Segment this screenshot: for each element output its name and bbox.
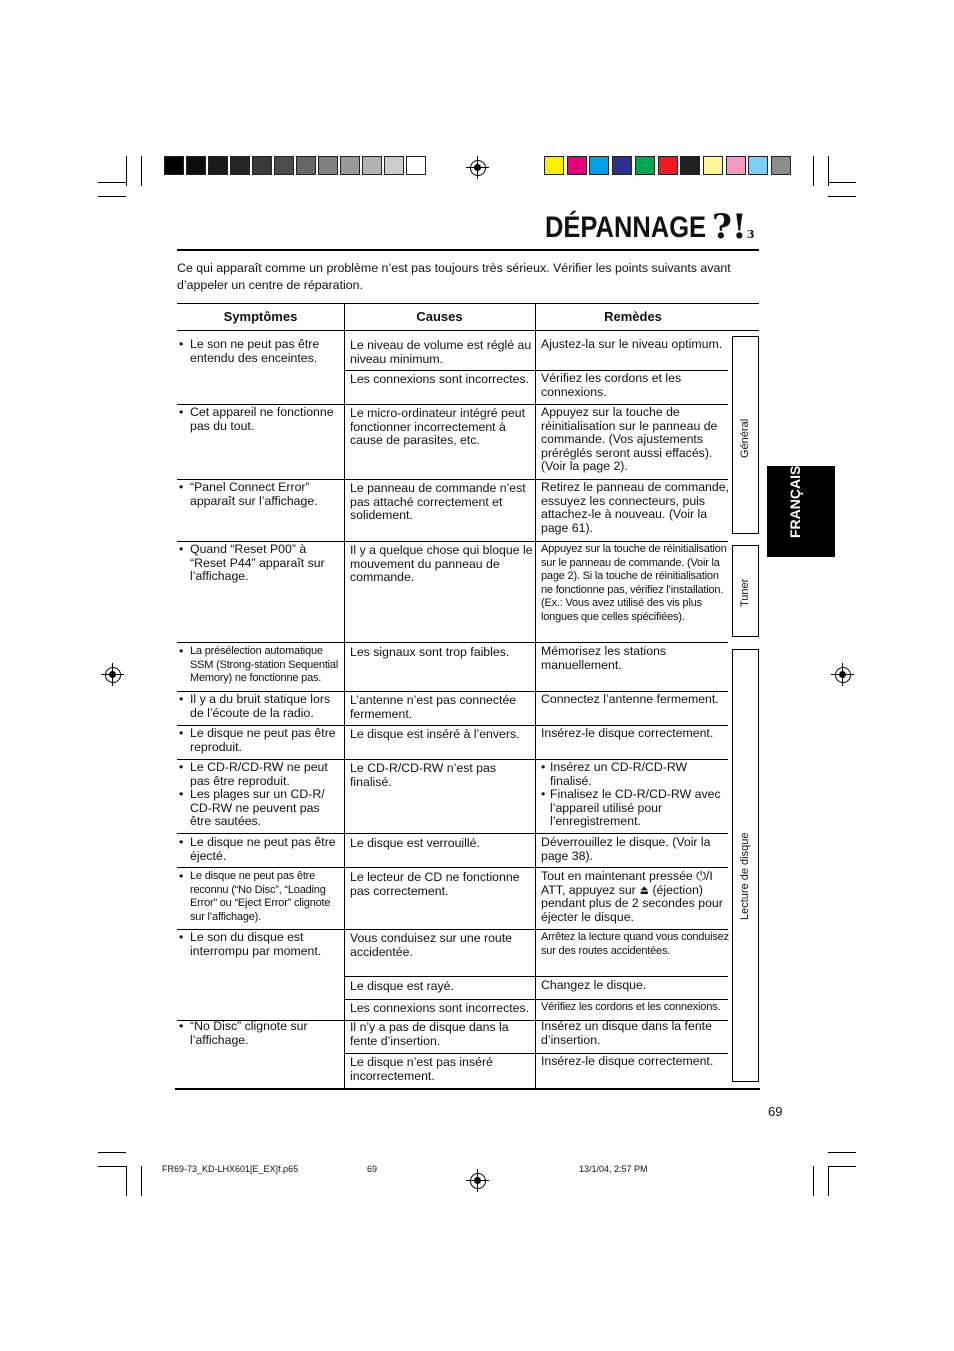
remedy-text: Tout en maintenant pressée ⏻/I ATT, appuyez sur ⏏ (éjection) pendant plus de 2 secondes pour éjecter le disque.	[541, 869, 723, 924]
registration-mark-icon	[835, 667, 851, 683]
crop-mark	[828, 1166, 829, 1196]
remedy-text: Retirez le panneau de commande, essuyez les connecteurs, puis attachez-le à nouveau. (Voir la page 61).	[541, 480, 729, 535]
col-divider	[535, 303, 536, 1089]
bullet-icon: •	[179, 726, 184, 740]
color-swatch	[589, 156, 609, 175]
symptom-text: Cet appareil ne fonctionne pas du tout.	[190, 405, 334, 433]
bullet-icon: •	[179, 930, 184, 944]
page-number: 69	[768, 1104, 783, 1119]
bullet-icon: •	[179, 337, 184, 351]
remedy-text: Arrêtez la lecture quand vous conduisez sur des routes accidentées.	[541, 931, 729, 957]
cause-text: Vous conduisez sur une route accidentée.	[350, 931, 513, 959]
registration-mark-icon	[105, 667, 121, 683]
bullet-icon: •	[179, 869, 184, 883]
remedy-text: Ajustez-la sur le niveau optimum.	[541, 337, 723, 351]
crop-mark	[126, 156, 127, 186]
gray-swatch	[362, 156, 382, 175]
symptom-text: Les plages sur un CD-R/ CD-RW ne peuvent pas être sautées.	[190, 787, 325, 829]
symptom-text: Il y a du bruit statique lors de l’écoute de la radio.	[190, 692, 331, 720]
gray-swatch	[318, 156, 338, 175]
color-swatch	[658, 156, 678, 175]
cause-text: Il y a quelque chose qui bloque le mouvement du panneau de commande.	[350, 543, 533, 585]
symptom-text: Le son ne peut pas être entendu des enceintes.	[190, 337, 320, 365]
crop-mark	[813, 1166, 814, 1196]
remedy-text: Insérez un CD-R/CD-RW finalisé.	[550, 760, 688, 788]
row-divider	[344, 999, 728, 1000]
cause-text: Le niveau de volume est réglé au niveau minimum.	[350, 338, 532, 366]
crop-mark	[828, 1166, 856, 1167]
symptom-text: Le disque ne peut pas être éjecté.	[190, 835, 336, 863]
cause-text: Les connexions sont incorrectes.	[350, 372, 530, 386]
row-divider	[177, 833, 728, 834]
crop-mark	[828, 156, 829, 186]
bullet-icon: •	[179, 1019, 184, 1033]
crop-mark	[98, 1166, 126, 1167]
section-label-disc: Lecture de disque	[739, 832, 751, 920]
remedy-text: Insérez un disque dans la fente d’insertion.	[541, 1019, 712, 1047]
color-swatch	[680, 156, 700, 175]
bullet-icon: •	[179, 760, 184, 774]
crop-mark	[828, 196, 856, 197]
registration-mark-icon	[470, 1173, 486, 1189]
crop-mark	[828, 182, 856, 183]
remedy-text: Appuyez sur la touche de réinitialisation sur le panneau de commande. (Vos ajustements préréglés seront aussi effacés). (Voir la page 2).	[541, 405, 718, 474]
cause-text: Le disque est rayé.	[350, 979, 454, 993]
crop-mark	[813, 156, 814, 186]
color-swatch	[612, 156, 632, 175]
symptom-text: “No Disc” clignote sur l’affichage.	[190, 1019, 308, 1047]
registration-mark-icon	[470, 160, 486, 176]
remedy-text: Finalisez le CD-R/CD-RW avec l’appareil utilisé pour l’enregistrement.	[550, 787, 721, 829]
footer-date: 13/1/04, 2:57 PM	[579, 1164, 648, 1174]
header-symptoms: Symptômes	[223, 309, 298, 324]
header-causes: Causes	[416, 309, 463, 324]
color-swatch	[635, 156, 655, 175]
symptom-text: “Panel Connect Error” apparaît sur l’affichage.	[190, 480, 318, 508]
footer-page: 69	[367, 1164, 378, 1174]
page-title: DÉPANNAGE	[545, 211, 707, 244]
gray-swatch	[208, 156, 228, 175]
bullet-icon: •	[179, 644, 184, 658]
bullet-icon: •	[541, 787, 546, 801]
cause-text: Le micro-ordinateur intégré peut fonctionner incorrectement à cause de parasites, etc.	[350, 406, 525, 448]
row-divider	[344, 976, 728, 977]
bullet-icon: •	[541, 760, 546, 774]
crop-mark	[98, 182, 126, 183]
symptom-text: Le disque ne peut pas être reproduit.	[190, 726, 336, 754]
bullet-icon: •	[179, 405, 184, 419]
table-top-rule	[177, 303, 759, 304]
language-tab: FRANÇAIS	[767, 466, 835, 557]
col-divider	[344, 303, 345, 1089]
remedy-text: Vérifiez les cordons et les connexions.	[541, 1001, 721, 1013]
cause-text: Le disque n’est pas inséré incorrectement.	[350, 1055, 493, 1083]
crop-mark	[126, 1166, 127, 1196]
crop-mark	[828, 1152, 856, 1153]
cause-text: Le lecteur de CD ne fonctionne pas correctement.	[350, 870, 520, 898]
section-label-general: Général	[739, 418, 751, 458]
gray-swatch	[164, 156, 184, 175]
remedy-text: Mémorisez les stations manuellement.	[541, 644, 667, 672]
color-swatch	[567, 156, 587, 175]
cause-text: Le disque est verrouillé.	[350, 836, 480, 850]
bullet-icon: •	[179, 692, 184, 706]
gray-swatch	[252, 156, 272, 175]
gray-swatch	[230, 156, 250, 175]
gray-swatch	[274, 156, 294, 175]
symptom-text: Le CD-R/CD-RW ne peut pas être reproduit.	[190, 760, 328, 788]
table-bottom-rule	[175, 1088, 760, 1090]
section-label-tuner: Tuner	[739, 578, 751, 607]
row-divider	[177, 642, 728, 643]
remedy-text: Déverrouillez le disque. (Voir la page 38).	[541, 835, 711, 863]
table-header-rule	[177, 330, 759, 331]
gray-swatch	[186, 156, 206, 175]
symptom-text: Quand “Reset P00” à “Reset P44” apparaît sur l’affichage.	[190, 542, 325, 584]
symptom-text: La présélection automatique SSM (Strong-station Sequential Memory) ne fonctionne pas.	[190, 645, 339, 684]
cause-text: Les connexions sont incorrectes.	[350, 1001, 530, 1015]
color-swatch	[703, 156, 723, 175]
crop-mark	[98, 1152, 126, 1153]
gray-swatch	[340, 156, 360, 175]
gray-swatch	[384, 156, 404, 175]
remedy-text: Connectez l’antenne fermement.	[541, 692, 719, 706]
title-rule	[177, 249, 759, 251]
crop-mark	[141, 1166, 142, 1196]
bullet-icon: •	[179, 787, 184, 801]
color-swatch	[748, 156, 768, 175]
cause-text: Le panneau de commande n’est pas attaché correctement et solidement.	[350, 481, 526, 523]
bullet-icon: •	[179, 542, 184, 556]
cause-text: Le CD-R/CD-RW n’est pas finalisé.	[350, 761, 497, 789]
cause-text: L’antenne n’est pas connectée fermement.	[350, 693, 517, 721]
row-divider	[177, 867, 728, 868]
gray-swatch	[296, 156, 316, 175]
footer-file: FR69-73_KD-LHX601[E_EX]f.p65	[162, 1164, 299, 1174]
cause-text: Il n’y a pas de disque dans la fente d’insertion.	[350, 1020, 509, 1048]
remedy-text: Changez le disque.	[541, 978, 647, 992]
cause-text: Les signaux sont trop faibles.	[350, 645, 510, 659]
remedy-text: Insérez-le disque correctement.	[541, 726, 714, 740]
color-swatch	[544, 156, 564, 175]
crop-mark	[141, 156, 142, 186]
symptom-text: Le son du disque est interrompu par moment.	[190, 930, 322, 958]
remedy-text: Appuyez sur la touche de réinitialisation sur le panneau de commande. (Voir la page 2). Si la touche de réinitialisation ne fonctionne pas, vérifiez l’installation. (Ex.: Vous avez utilisé des vis plus longues que celles spécifiées).	[541, 543, 727, 623]
intro-text: Ce qui apparaît comme un problème n’est pas toujours très sérieux. Vérifier les points suivants avant d’appeler un centre de réparation.	[177, 261, 731, 292]
header-remedies: Remèdes	[604, 309, 662, 324]
bullet-icon: •	[179, 835, 184, 849]
color-swatch	[726, 156, 746, 175]
bullet-icon: •	[179, 480, 184, 494]
cause-text: Le disque est inséré à l’envers.	[350, 727, 520, 741]
symptom-text: Le disque ne peut pas être reconnu (“No Disc”, “Loading Error” ou “Eject Error” clignote sur l’affichage).	[190, 870, 331, 923]
question-exclamation-icon: ?!3	[712, 207, 755, 247]
remedy-text: Vérifiez les cordons et les connexions.	[541, 371, 682, 399]
gray-swatch	[406, 156, 426, 175]
remedy-text: Insérez-le disque correctement.	[541, 1054, 714, 1068]
color-swatch	[771, 156, 791, 175]
crop-mark	[98, 196, 126, 197]
